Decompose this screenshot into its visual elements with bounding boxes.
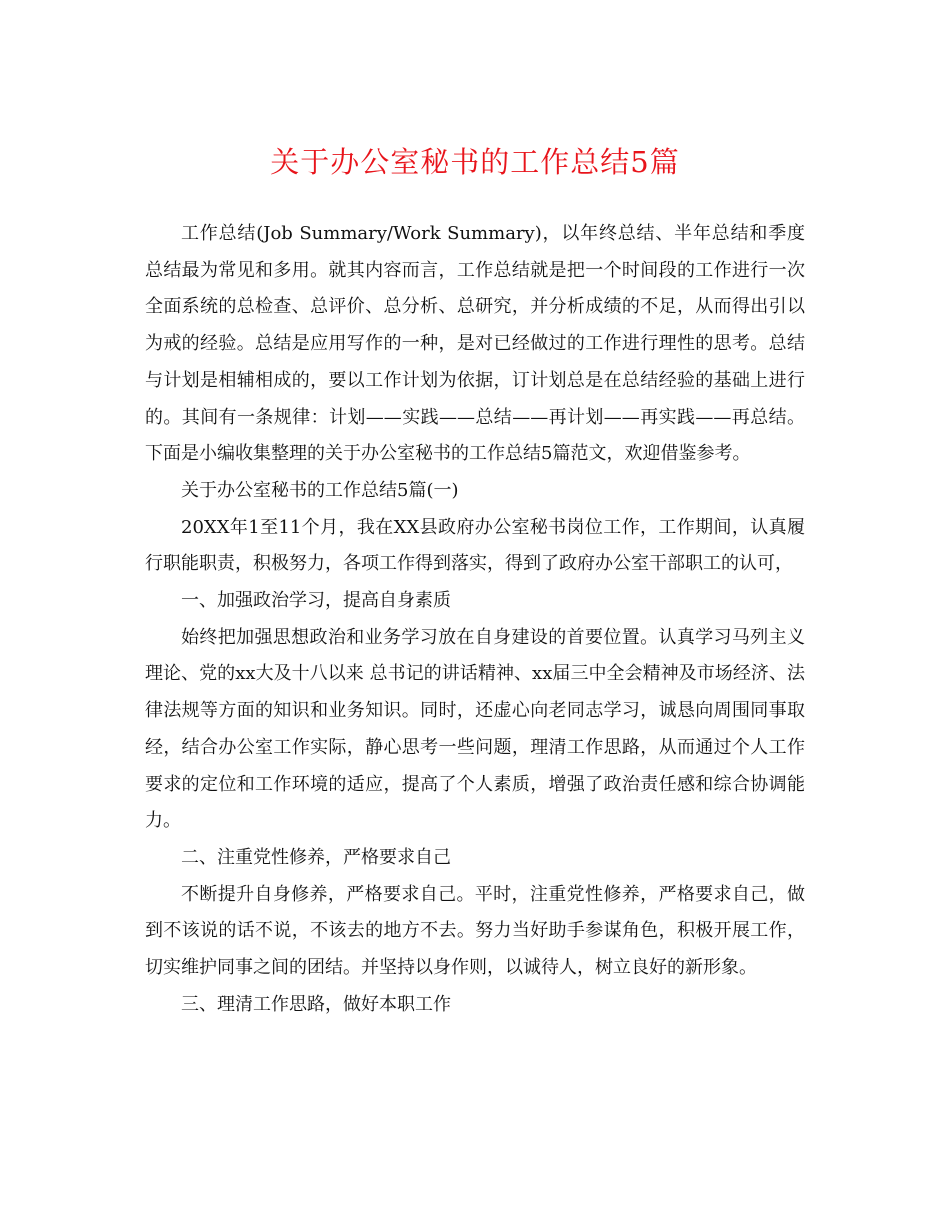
- article-heading: 关于办公室秘书的工作总结5篇(一): [181, 479, 459, 501]
- paragraph-opening: 20XX年1至11个月，我在XX县政府办公室秘书岗位工作，工作期间，认真履行职能职责，积极努力，各项工作得到落实，得到了政府办公室干部职工的认可，: [145, 516, 805, 575]
- section-heading-2: 二、注重党性修养，严格要求自己: [181, 846, 451, 868]
- document-body: [145, 216, 805, 1023]
- section-heading-3: 三、理清工作思路，做好本职工作: [181, 993, 451, 1015]
- section-heading-1: 一、加强政治学习，提高自身素质: [181, 590, 451, 612]
- paragraph-section-2: 不断提升自身修养，严格要求自己。平时，注重党性修养，严格要求自己，做到不该说的话不说，不该去的地方不去。努力当好助手参谋角色，积极开展工作，切实维护同事之间的团结。并坚持以身作则，以诚待人，树立良好的新形象。: [145, 883, 805, 979]
- intro-paragraph: 工作总结(Job Summary/Work Summary)，以年终总结、半年总结和季度总结最为常见和多用。就其内容而言，工作总结就是把一个时间段的工作进行一次全面系统的总检查、总评价、总分析、总研究，并分析成绩的不足，从而得出引以为戒的经验。总结是应用写作的一种，是对已经做过的工作进行理性的思考。总结与计划是相辅相成的，要以工作计划为依据，订计划总是在总结经验的基础上进行的。其间有一条规律：计划——实践——总结——再计划——再实践——再总结。下面是小编收集整理的关于办公室秘书的工作总结5篇范文，欢迎借鉴参考。: [145, 223, 805, 465]
- document-title: 关于办公室秘书的工作总结5篇: [270, 145, 680, 179]
- paragraph-section-1: 始终把加强思想政治和业务学习放在自身建设的首要位置。认真学习马列主义理论、党的xx大及十八以来 总书记的讲话精神、xx届三中全会精神及市场经济、法律法规等方面的知识和业务知识。同时，还虚心向老同志学习，诚恳向周围同事取经，结合办公室工作实际，静心思考一些问题，理清工作思路，从而通过个人工作要求的定位和工作环境的适应，提高了个人素质，增强了政治责任感和综合协调能力。: [145, 626, 805, 832]
